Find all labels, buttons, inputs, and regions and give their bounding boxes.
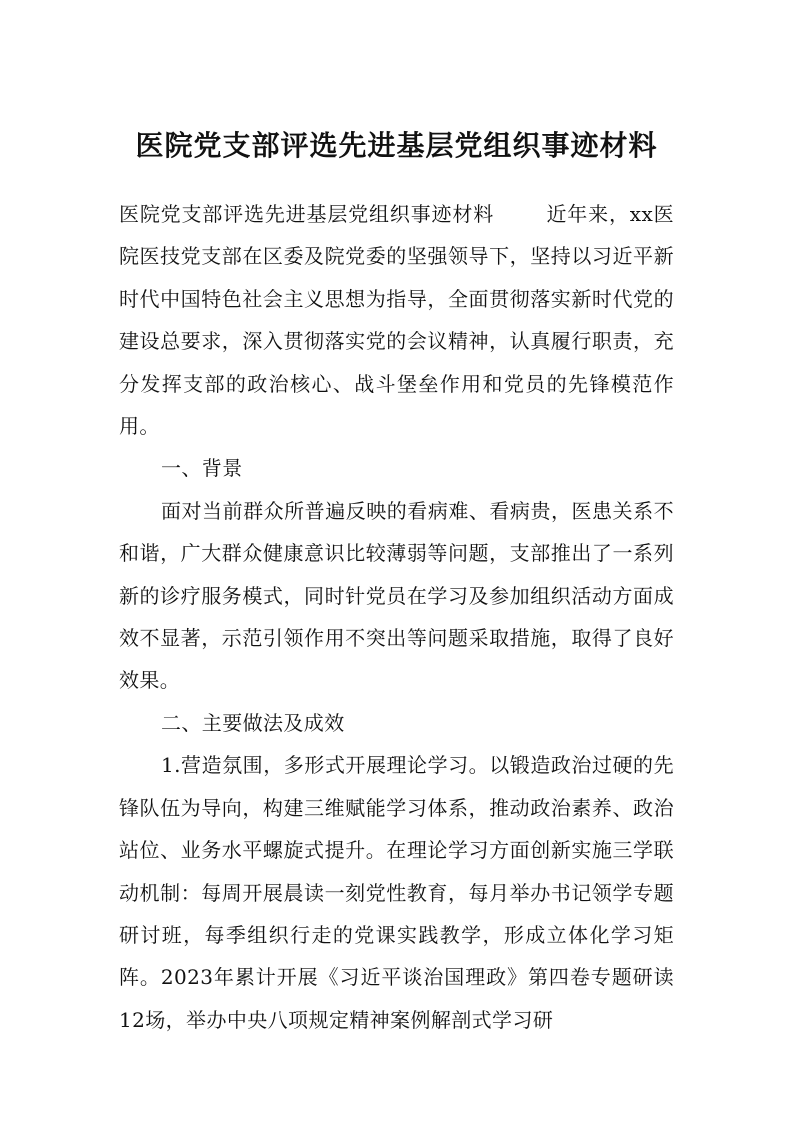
background-paragraph: 面对当前群众所普遍反映的看病难、看病贵，医患关系不和谐，广大群众健康意识比较薄弱等问题，支部推出了一系列新的诊疗服务模式，同时针党员在学习及参加组织活动方面成效不显著，示范引领作用不突出等问题采取措施，取得了良好效果。 [119, 498, 674, 693]
intro-body: 近年来，xx医院医技党支部在区委及院党委的坚强领导下，坚持以习近平新时代中国特色社会主义思想为指导，全面贯彻落实新时代党的建设总要求，深入贯彻落实党的会议精神，认真履行职责，充分发挥支部的政治核心、战斗堡垒作用和党员的先锋模范作用。 [119, 202, 674, 439]
document-title: 医院党支部评选先进基层党组织事迹材料 [135, 129, 658, 162]
practice-item-1-paragraph: 1.营造氛围，多形式开展理论学习。以锻造政治过硬的先锋队伍为导向，构建三维赋能学习体系，推动政治素养、政治站位、业务水平螺旋式提升。在理论学习方面创新实施三学联动机制：每周开展晨读一刻党性教育，每月举办书记领学专题研讨班，每季组织行走的党课实践教学，形成立体化学习矩阵。2023年累计开展《习近平谈治国理政》第四卷专题研读12场，举办中央八项规定精神案例解剖式学习研 [119, 753, 674, 1032]
document-body [119, 193, 674, 1041]
intro-paragraph [119, 193, 674, 447]
section-heading-main-practices: 二、主要做法及成效 [161, 710, 345, 735]
intro-lead: 医院党支部评选先进基层党组织事迹材料 [119, 202, 495, 226]
section-heading-background: 一、背景 [161, 456, 243, 481]
